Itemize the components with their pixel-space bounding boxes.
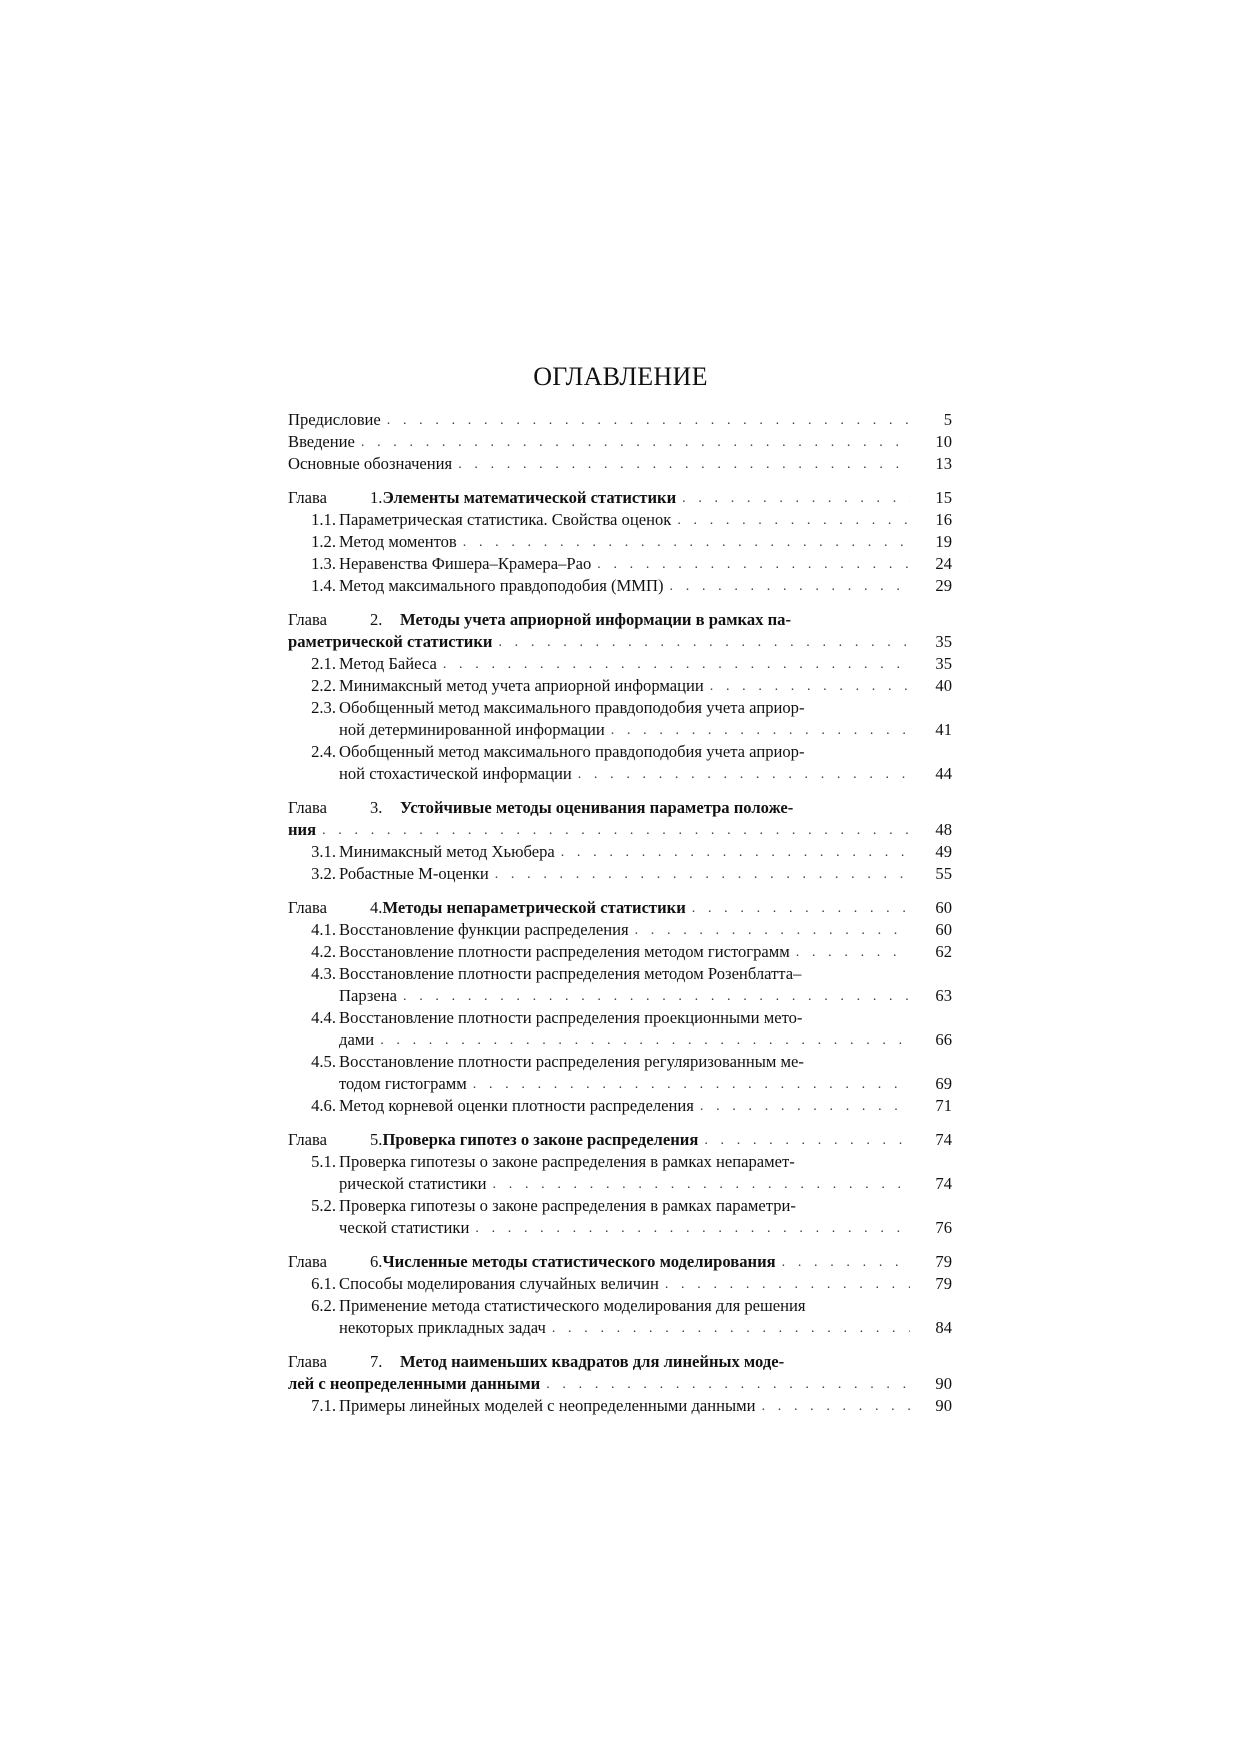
chapter-heading[interactable] <box>288 1250 952 1272</box>
page-number: 55 <box>935 864 952 883</box>
page-number: 79 <box>935 1252 952 1271</box>
chapter-number: 3. <box>370 798 383 817</box>
section-line-cont[interactable] <box>288 1316 952 1338</box>
section-title: Робастные М-оценки <box>339 864 489 883</box>
chapter-title: Численные методы статистического моделирования <box>382 1252 776 1271</box>
section-number: 4.3. <box>311 964 336 983</box>
section-entry[interactable] <box>288 652 952 674</box>
chapter-title: Метод наименьших квадратов для линейных моде- <box>400 1352 785 1371</box>
section-title: Восстановление функции распределения <box>339 920 629 939</box>
page-number: 15 <box>935 488 952 507</box>
dot-leader <box>552 1320 910 1338</box>
chapter-gap <box>288 1338 952 1350</box>
dot-leader <box>458 456 910 474</box>
section-title: Параметрическая статистика. Свойства оценок <box>339 510 672 529</box>
section-number: 4.5. <box>311 1052 336 1071</box>
page-number: 60 <box>935 898 952 917</box>
chapter-heading-cont[interactable] <box>288 818 952 840</box>
page-number: 29 <box>935 576 952 595</box>
chapter-gap <box>288 1238 952 1250</box>
section-number: 5.1. <box>311 1152 336 1171</box>
chapter-word: Глава <box>288 488 327 507</box>
section-line-cont[interactable] <box>288 1216 952 1238</box>
dot-leader <box>710 678 910 696</box>
entry-label: Предисловие <box>288 410 381 429</box>
entry-label: Основные обозначения <box>288 454 453 473</box>
page-number: 10 <box>935 432 952 451</box>
page-number: 44 <box>935 764 952 783</box>
chapter-number: 4. <box>370 898 383 917</box>
dot-leader <box>546 1376 910 1394</box>
page-number: 71 <box>935 1096 952 1115</box>
dot-leader <box>361 434 910 452</box>
chapter-heading-cont[interactable] <box>288 630 952 652</box>
chapter-title: Методы учета априорной информации в рамках па- <box>400 610 791 629</box>
chapter-number: 5. <box>370 1130 383 1149</box>
section-number: 2.4. <box>311 742 336 761</box>
chapter-word: Глава <box>288 1130 327 1149</box>
section-title: Восстановление плотности распределения методом Розенблатта– <box>339 964 802 983</box>
dot-leader <box>677 512 910 530</box>
section-entry[interactable] <box>288 508 952 530</box>
section-title-cont: дами <box>339 1030 375 1049</box>
section-line[interactable] <box>288 740 952 762</box>
toc-entry[interactable] <box>288 430 952 452</box>
dot-leader <box>665 1276 910 1294</box>
section-number: 4.4. <box>311 1008 336 1027</box>
dot-leader <box>762 1398 910 1416</box>
chapter-heading-cont[interactable] <box>288 1372 952 1394</box>
dot-leader <box>796 944 910 962</box>
page-number: 69 <box>935 1074 952 1093</box>
page-number: 90 <box>935 1396 952 1415</box>
chapter-word: Глава <box>288 1352 327 1371</box>
entry-label: Введение <box>288 432 355 451</box>
section-number: 6.2. <box>311 1296 336 1315</box>
dot-leader <box>387 412 910 430</box>
section-entry[interactable] <box>288 940 952 962</box>
chapter-heading[interactable] <box>288 896 952 918</box>
chapter-number: 1. <box>370 488 383 507</box>
section-title: Метод корневой оценки плотности распределения <box>339 1096 694 1115</box>
section-title-cont: ной детерминированной информации <box>339 720 605 739</box>
section-title: Восстановление плотности распределения проекционными мето- <box>339 1008 803 1027</box>
section-line-cont[interactable] <box>288 1072 952 1094</box>
toc-entry[interactable] <box>288 408 952 430</box>
page-number: 48 <box>935 820 952 839</box>
chapter-title: Элементы математической статистики <box>382 488 677 507</box>
section-entry[interactable] <box>288 1394 952 1416</box>
section-number: 7.1. <box>311 1396 336 1415</box>
section-title: Применение метода статистического моделирования для решения <box>339 1296 806 1315</box>
section-number: 5.2. <box>311 1196 336 1215</box>
section-entry[interactable] <box>288 574 952 596</box>
dot-leader <box>682 490 910 508</box>
chapter-title: Методы непараметрической статистики <box>382 898 686 917</box>
section-title: Метод моментов <box>339 532 457 551</box>
section-line[interactable] <box>288 1294 952 1316</box>
section-title: Восстановление плотности распределения методом гистограмм <box>339 942 790 961</box>
section-number: 1.4. <box>311 576 336 595</box>
chapter-heading[interactable] <box>288 1128 952 1150</box>
chapter-heading-line[interactable] <box>288 796 952 818</box>
section-title: Минимаксный метод учета априорной информации <box>339 676 704 695</box>
section-entry[interactable] <box>288 1094 952 1116</box>
dot-leader <box>443 656 910 674</box>
dot-leader <box>380 1032 910 1050</box>
page-number: 66 <box>935 1030 952 1049</box>
page-number: 13 <box>935 454 952 473</box>
page-number: 63 <box>935 986 952 1005</box>
section-number: 2.3. <box>311 698 336 717</box>
page-number: 5 <box>943 410 952 429</box>
section-number: 1.3. <box>311 554 336 573</box>
dot-leader <box>322 822 910 840</box>
chapter-title-cont: раметрической статистики <box>288 632 493 651</box>
section-line[interactable] <box>288 1194 952 1216</box>
section-entry[interactable] <box>288 552 952 574</box>
section-line-cont[interactable] <box>288 1028 952 1050</box>
chapter-word: Глава <box>288 798 327 817</box>
section-number: 4.6. <box>311 1096 336 1115</box>
chapter-heading-line[interactable] <box>288 608 952 630</box>
chapter-title: Устойчивые методы оценивания параметра положе- <box>400 798 794 817</box>
chapter-gap <box>288 884 952 896</box>
chapter-number: 7. <box>370 1352 383 1371</box>
section-title-cont: ческой статистики <box>339 1218 470 1237</box>
section-title: Метод максимального правдоподобия (ММП) <box>339 576 664 595</box>
section-title: Метод Байеса <box>339 654 437 673</box>
page-number: 84 <box>935 1318 952 1337</box>
section-title: Проверка гипотезы о законе распределения в рамках параметри- <box>339 1196 796 1215</box>
dot-leader <box>700 1098 910 1116</box>
chapter-gap <box>288 474 952 486</box>
dot-leader <box>498 634 910 652</box>
page-number: 40 <box>935 676 952 695</box>
section-line[interactable] <box>288 696 952 718</box>
section-entry[interactable] <box>288 918 952 940</box>
chapter-gap <box>288 784 952 796</box>
page-number: 79 <box>935 1274 952 1293</box>
section-title-cont: ной стохастической информации <box>339 764 572 783</box>
section-title-cont: рической статистики <box>339 1174 487 1193</box>
section-number: 3.2. <box>311 864 336 883</box>
section-title: Способы моделирования случайных величин <box>339 1274 659 1293</box>
dot-leader <box>495 866 910 884</box>
chapter-number: 6. <box>370 1252 383 1271</box>
section-entry[interactable] <box>288 840 952 862</box>
page-number: 35 <box>935 654 952 673</box>
section-line-cont[interactable] <box>288 718 952 740</box>
dot-leader <box>475 1220 910 1238</box>
section-number: 3.1. <box>311 842 336 861</box>
section-number: 1.1. <box>311 510 336 529</box>
chapter-title-cont: ния <box>288 820 317 839</box>
section-line[interactable] <box>288 1150 952 1172</box>
page-number: 24 <box>935 554 952 573</box>
dot-leader <box>704 1132 910 1150</box>
section-line-cont[interactable] <box>288 984 952 1006</box>
toc-entry[interactable] <box>288 452 952 474</box>
page-number: 62 <box>935 942 952 961</box>
chapter-title: Проверка гипотез о законе распределения <box>382 1130 699 1149</box>
section-title: Обобщенный метод максимального правдоподобия учета априор- <box>339 698 805 717</box>
section-line[interactable] <box>288 1050 952 1072</box>
section-title: Минимаксный метод Хьюбера <box>339 842 555 861</box>
toc-title: ОГЛАВЛЕНИЕ <box>533 362 708 391</box>
dot-leader <box>597 556 910 574</box>
dot-leader <box>692 900 910 918</box>
page-number: 19 <box>935 532 952 551</box>
section-title-cont: тодом гистограмм <box>339 1074 467 1093</box>
chapter-title-cont: лей с неопределенными данными <box>288 1374 541 1393</box>
chapter-heading[interactable] <box>288 486 952 508</box>
chapter-gap <box>288 1116 952 1128</box>
section-title: Неравенства Фишера–Крамера–Рао <box>339 554 592 573</box>
chapter-word: Глава <box>288 610 327 629</box>
dot-leader <box>670 578 910 596</box>
page-number: 90 <box>935 1374 952 1393</box>
page-number: 35 <box>935 632 952 651</box>
section-title: Восстановление плотности распределения регуляризованным ме- <box>339 1052 804 1071</box>
dot-leader <box>782 1254 910 1272</box>
dot-leader <box>403 988 910 1006</box>
section-title-cont: некоторых прикладных задач <box>339 1318 546 1337</box>
page-number: 74 <box>935 1130 952 1149</box>
dot-leader <box>635 922 910 940</box>
page-number: 41 <box>935 720 952 739</box>
section-number: 2.1. <box>311 654 336 673</box>
section-line[interactable] <box>288 962 952 984</box>
chapter-word: Глава <box>288 898 327 917</box>
section-line-cont[interactable] <box>288 762 952 784</box>
section-number: 4.1. <box>311 920 336 939</box>
page-number: 60 <box>935 920 952 939</box>
section-entry[interactable] <box>288 674 952 696</box>
dot-leader <box>493 1176 910 1194</box>
page-number: 76 <box>935 1218 952 1237</box>
page-number: 49 <box>935 842 952 861</box>
section-title: Проверка гипотезы о законе распределения в рамках непарамет- <box>339 1152 795 1171</box>
section-entry[interactable] <box>288 1272 952 1294</box>
table-of-contents <box>288 408 952 1416</box>
chapter-number: 2. <box>370 610 383 629</box>
dot-leader <box>463 534 910 552</box>
page-number: 74 <box>935 1174 952 1193</box>
section-entry[interactable] <box>288 862 952 884</box>
section-line[interactable] <box>288 1006 952 1028</box>
chapter-heading-line[interactable] <box>288 1350 952 1372</box>
section-title: Обобщенный метод максимального правдоподобия учета априор- <box>339 742 805 761</box>
section-number: 4.2. <box>311 942 336 961</box>
dot-leader <box>611 722 910 740</box>
section-number: 2.2. <box>311 676 336 695</box>
page-number: 16 <box>935 510 952 529</box>
chapter-gap <box>288 596 952 608</box>
dot-leader <box>473 1076 910 1094</box>
section-title-cont: Парзена <box>339 986 398 1005</box>
dot-leader <box>561 844 910 862</box>
section-entry[interactable] <box>288 530 952 552</box>
dot-leader <box>578 766 910 784</box>
section-line-cont[interactable] <box>288 1172 952 1194</box>
section-number: 1.2. <box>311 532 336 551</box>
section-title: Примеры линейных моделей с неопределенными данными <box>339 1396 756 1415</box>
section-number: 6.1. <box>311 1274 336 1293</box>
chapter-word: Глава <box>288 1252 327 1271</box>
